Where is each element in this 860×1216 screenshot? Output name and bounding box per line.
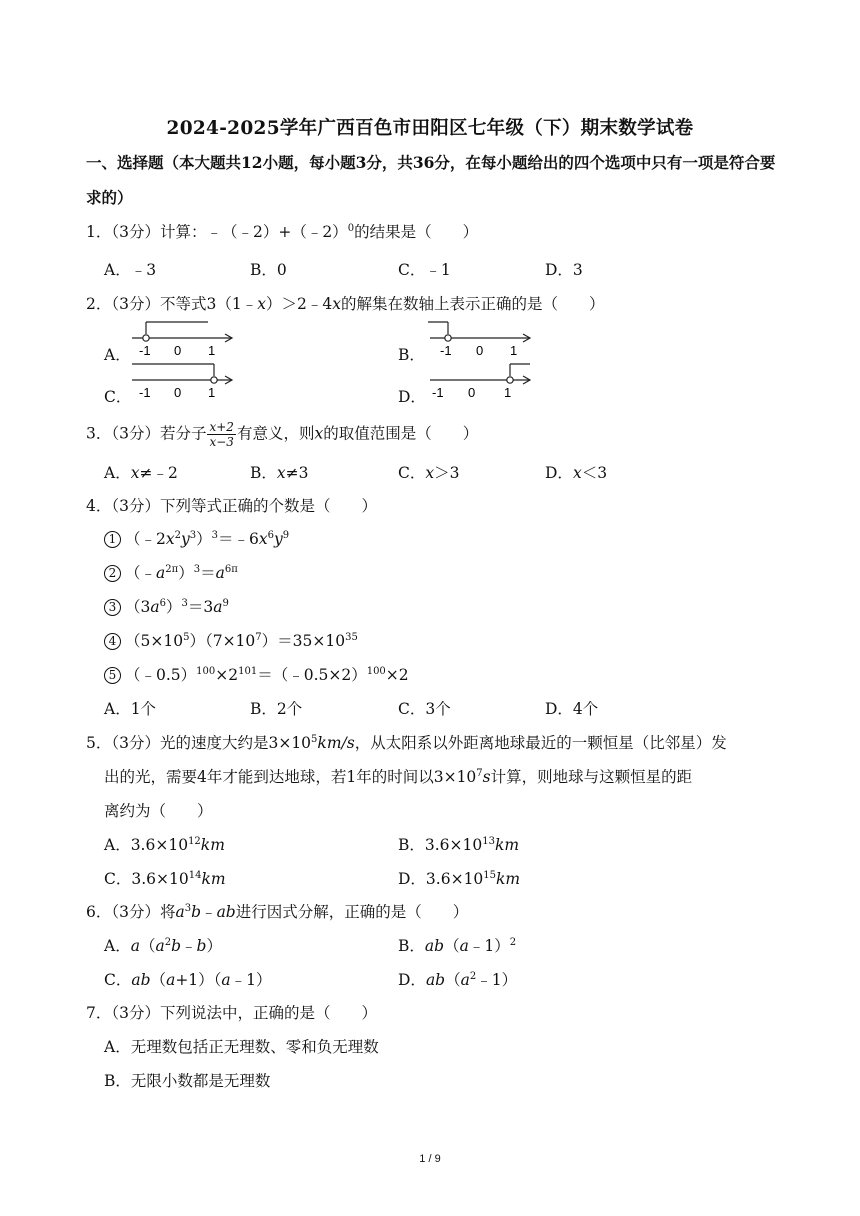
svg-text:1: 1 [510, 343, 518, 358]
question-5-line-3: 离约为（ ） [104, 802, 213, 820]
q7-option-a: A．无理数包括正无理数、零和负无理数 [104, 1038, 379, 1056]
q4-option-d: D．4个 [545, 700, 599, 718]
q4-item-1: 1 $(﹣2x^2y^3)^3=﹣6x^6y^9$ [104, 527, 289, 549]
q4-item-4: 4 $(5\times 10^5)(7\times 10^7)=35\times 10^{35}$ [104, 629, 358, 651]
q2-option-b-label: B． [398, 346, 425, 364]
section-heading: 一、选择题（本大题共12小题，每小题3分，共36分，在每小题给出的四个选项中只有一项是符合要求的） [86, 153, 776, 207]
q2-number-line-a [128, 318, 238, 362]
svg-text:0: 0 [174, 343, 182, 358]
svg-text:1: 1 [504, 385, 512, 400]
question-5-line-2: 出的光，需要4年才能到达地球，若1年的时间以$3\times 10^7s$计算，则地球与这颗恒星的距 [104, 768, 693, 786]
q2-number-line-d [426, 360, 536, 404]
svg-text:1: 1 [208, 343, 216, 358]
q2-option-d-label: D． [398, 388, 426, 406]
q2-number-line-c [128, 360, 238, 404]
q2-number-line-b [426, 318, 536, 362]
q4-item-3: 3 $(3a^6)^3=3a^9$ [104, 595, 229, 617]
fraction: $\frac{x+2}{x-3}$ [209, 420, 234, 449]
svg-text:1: 1 [208, 385, 216, 400]
q2-option-c-label: C． [104, 388, 132, 406]
q3-option-b: B．x≠3 [250, 464, 309, 482]
q3-option-d: D．x＜3 [545, 464, 608, 482]
svg-text:0: 0 [174, 385, 182, 400]
q4-item-5: 5 $(﹣0.5)^{100}\times 2^{101}=(﹣0.5\times 2)^{100}\times 2$ [104, 663, 409, 685]
q4-option-c: C．3个 [398, 700, 451, 718]
q4-option-b: B．2个 [250, 700, 303, 718]
q6-option-a: A．$a(a^2b﹣b)$ [104, 937, 222, 955]
q3-option-a: A．x≠﹣2 [104, 464, 178, 482]
q1-option-b: B．0 [250, 261, 287, 279]
q6-option-b: B．ab（a﹣1）$^2$ [398, 937, 517, 955]
q5-option-a: A．$3.6\times 10^{12}km$ [104, 836, 225, 854]
page-title: 2024-2025学年广西百色市田阳区七年级（下）期末数学试卷 [166, 118, 694, 139]
q4-option-a: A．1个 [104, 700, 157, 718]
svg-text:0: 0 [476, 343, 484, 358]
q1-option-d: D．3 [545, 261, 583, 279]
q7-option-b: B．无限小数都是无理数 [104, 1072, 271, 1090]
svg-text:-1: -1 [139, 385, 151, 400]
svg-text:-1: -1 [432, 385, 444, 400]
page-number: 1 / 9 [419, 1153, 441, 1165]
q5-option-c: C．$3.6\times 10^{14}km$ [104, 870, 226, 888]
q5-option-b: B．$3.6\times 10^{13}km$ [398, 836, 520, 854]
question-3-stem: 3．（3分）若分子 $\frac{x+2}{x-3}$ 有意义，则x的取值范围是（ ） [86, 420, 479, 449]
question-6-stem: 6．（3分）将$a^3b﹣ab$进行因式分解，正确的是（ ） [86, 903, 469, 921]
q4-item-2: 2 $(﹣a^{2\pi})^3=a^{6\pi}$ [104, 561, 238, 583]
question-2-stem: 2．（3分）不等式3（1﹣x）＞2﹣4x的解集在数轴上表示正确的是（ ） [86, 295, 605, 313]
q1-option-c: C．﹣1 [398, 261, 451, 279]
q3-option-c: C．x＞3 [398, 464, 460, 482]
svg-text:-1: -1 [440, 343, 452, 358]
q6-option-d: D．$ab(a^2﹣1)$ [398, 971, 518, 989]
question-5-line-1: 5．（3分）光的速度大约是$3\times 10^5km/s$，从太阳系以外距离地球最近的一颗恒星（比邻星）发 [86, 734, 727, 752]
question-1-stem: 1．（3分）计算：﹣（﹣2）+（﹣2）$^0$的结果是（ ） [86, 223, 479, 241]
question-7-stem: 7．（3分）下列说法中，正确的是（ ） [86, 1004, 377, 1022]
q5-option-d: D．$3.6\times 10^{15}km$ [398, 870, 521, 888]
svg-text:-1: -1 [139, 343, 151, 358]
q1-option-a: A．﹣3 [104, 261, 157, 279]
q6-option-c: C．ab（a+1）（a﹣1） [104, 971, 272, 989]
question-4-stem: 4．（3分）下列等式正确的个数是（ ） [86, 497, 377, 515]
q2-option-a-label: A． [104, 346, 131, 364]
svg-text:0: 0 [468, 385, 476, 400]
